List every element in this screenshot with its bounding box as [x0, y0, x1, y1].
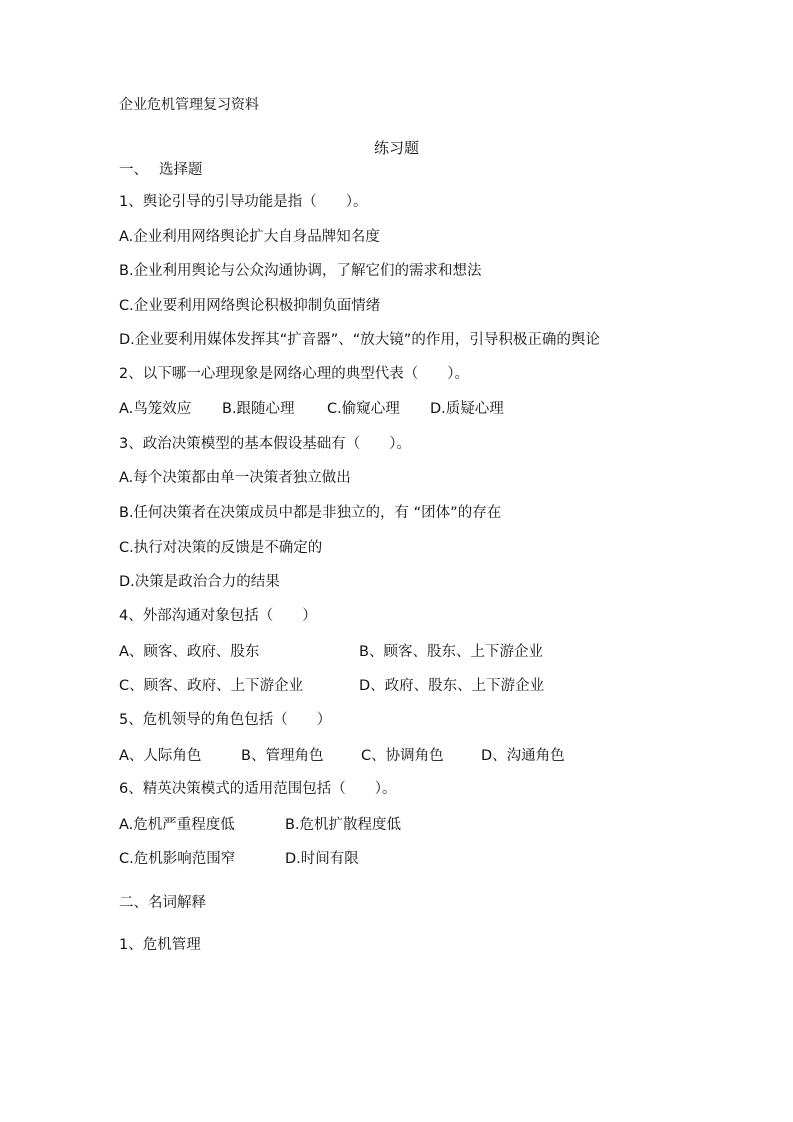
question-option: D.企业要利用媒体发挥其“扩音器”、“放大镜”的作用，引导积极正确的舆论: [119, 332, 600, 348]
question-option: C.企业要利用网络舆论积极抑制负面情绪: [119, 298, 381, 314]
document-header-title: 企业危机管理复习资料: [119, 97, 259, 113]
question-stem: 5、危机领导的角色包括（ ）: [119, 712, 332, 728]
question-option: B.任何决策者在决策成员中都是非独立的，有 “团体”的存在: [119, 505, 502, 521]
question-option: B.跟随心理: [222, 401, 295, 417]
question-option: B.企业利用舆论与公众沟通协调，了解它们的需求和想法: [119, 263, 482, 279]
question-stem: 4、外部沟通对象包括（ ）: [119, 608, 317, 624]
question-option: B、管理角色: [241, 748, 324, 764]
question-stem: 6、精英决策模式的适用范围包括（ ）。: [119, 781, 397, 797]
question-option: B.危机扩散程度低: [285, 817, 402, 833]
question-option: A.企业利用网络舆论扩大自身品牌知名度: [119, 229, 380, 245]
section-heading-choice: [119, 160, 203, 180]
question-option: D.时间有限: [285, 851, 359, 867]
section-number: 一、: [119, 162, 148, 178]
question-option: D.质疑心理: [430, 401, 504, 417]
page-title: 练习题: [373, 139, 419, 157]
question-stem: 3、政治决策模型的基本假设基础有（ ）。: [119, 436, 411, 452]
question-option: A、人际角色: [119, 748, 202, 764]
section-heading-definitions: 二、名词解释: [119, 895, 206, 911]
definition-item: 1、危机管理: [119, 937, 201, 953]
section-title: 选择题: [159, 162, 203, 178]
question-option: B、顾客、股东、上下游企业: [359, 644, 543, 660]
question-stem: 2、以下哪一心理现象是网络心理的典型代表（ ）。: [119, 366, 469, 382]
question-option: A、顾客、政府、股东: [119, 644, 260, 660]
question-option: A.鸟笼效应: [119, 401, 192, 417]
question-option: C.危机影响范围窄: [119, 851, 236, 867]
question-stem: 1、舆论引导的引导功能是指（ ）。: [119, 194, 368, 210]
question-option: A.每个决策都由单一决策者独立做出: [119, 470, 351, 486]
question-option: C.执行对决策的反馈是不确定的: [119, 540, 323, 556]
question-option: A.危机严重程度低: [119, 817, 235, 833]
question-option: D.决策是政治合力的结果: [119, 574, 280, 590]
question-option: C、顾客、政府、上下游企业: [119, 678, 304, 694]
question-option: D、沟通角色: [481, 748, 565, 764]
question-option: C.偷窥心理: [327, 401, 400, 417]
question-option: D、政府、股东、上下游企业: [359, 678, 545, 694]
question-option: C、协调角色: [361, 748, 444, 764]
